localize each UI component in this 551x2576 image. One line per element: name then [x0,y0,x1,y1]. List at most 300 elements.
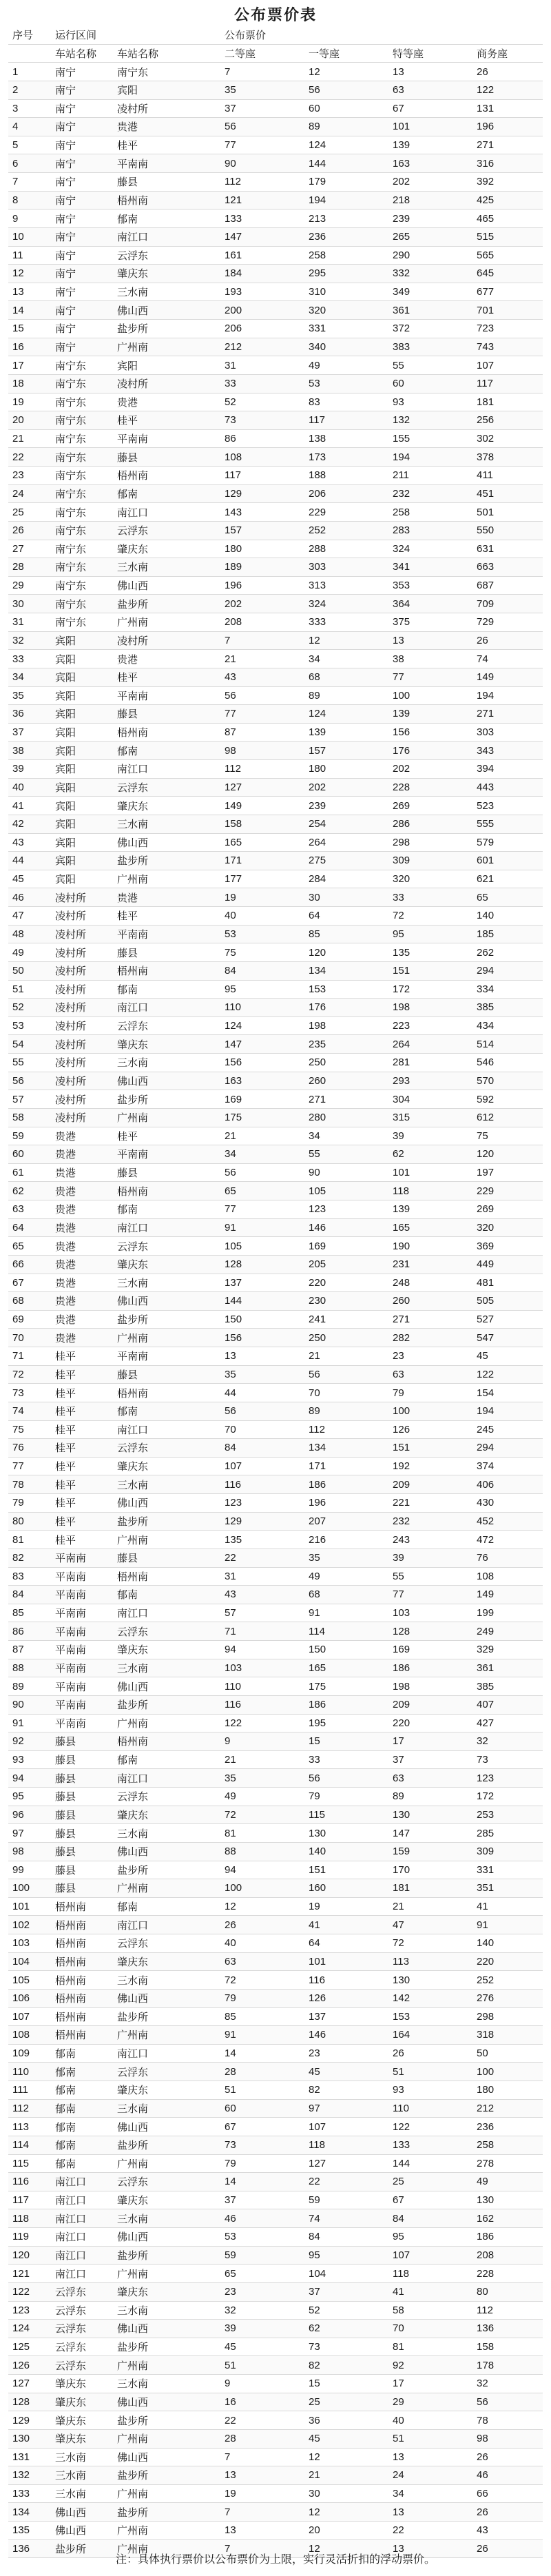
cell-from-station: 南宁东 [51,411,113,430]
cell-from-station: 宾阳 [51,815,113,833]
table-row [8,1806,543,1824]
cell-seq: 101 [8,1897,51,1916]
cell-seq: 46 [8,888,51,907]
cell-second-class: 161 [220,246,304,265]
cell-business-class: 687 [472,576,543,595]
cell-business-class: 120 [472,1145,543,1164]
cell-seq: 2 [8,81,51,99]
table-row [8,1016,543,1035]
table-row [8,760,543,779]
table-row [8,2081,543,2100]
cell-first-class: 79 [304,1788,388,1806]
cell-second-class: 116 [220,1695,304,1714]
cell-from-station: 宾阳 [51,870,113,888]
cell-to-station: 佛山西 [113,2320,220,2338]
cell-first-class: 275 [304,852,388,870]
table-row [8,2320,543,2338]
cell-business-class: 645 [472,265,543,283]
cell-first-class: 236 [304,227,388,246]
cell-second-class: 84 [220,1439,304,1458]
table-row [8,1145,543,1164]
cell-to-station: 郁南 [113,742,220,760]
cell-seq: 120 [8,2246,51,2265]
cell-premium-class: 211 [388,467,472,485]
table-row [8,2338,543,2356]
cell-premium-class: 286 [388,815,472,833]
cell-premium-class: 95 [388,2228,472,2247]
cell-business-class: 112 [472,2301,543,2320]
table-row [8,99,543,118]
cell-to-station: 桂平 [113,411,220,430]
cell-to-station: 郁南 [113,1402,220,1420]
cell-first-class: 180 [304,760,388,779]
cell-from-station: 南宁 [51,173,113,192]
cell-second-class: 45 [220,2338,304,2356]
cell-second-class: 7 [220,2448,304,2466]
cell-second-class: 110 [220,999,304,1017]
cell-first-class: 34 [304,650,388,668]
cell-business-class: 65 [472,888,543,907]
cell-from-station: 南宁 [51,283,113,301]
table-row [8,246,543,265]
cell-first-class: 176 [304,999,388,1017]
cell-business-class: 285 [472,1824,543,1843]
cell-to-station: 桂平 [113,907,220,926]
cell-first-class: 169 [304,1237,388,1256]
cell-seq: 77 [8,1457,51,1475]
cell-second-class: 44 [220,1384,304,1402]
cell-second-class: 137 [220,1274,304,1292]
cell-business-class: 253 [472,1806,543,1824]
cell-from-station: 贵港 [51,1163,113,1182]
cell-premium-class: 209 [388,1475,472,1494]
cell-to-station: 南江口 [113,503,220,522]
cell-to-station: 贵港 [113,888,220,907]
table-row [8,1108,543,1127]
cell-from-station: 贵港 [51,1274,113,1292]
cell-seq: 134 [8,2503,51,2522]
cell-from-station: 宾阳 [51,686,113,705]
cell-to-station: 盐步所 [113,1695,220,1714]
cell-business-class: 91 [472,1916,543,1934]
cell-to-station: 梧州南 [113,1384,220,1402]
cell-business-class: 66 [472,2484,543,2503]
cell-from-station: 郁南 [51,2154,113,2173]
cell-from-station: 南宁 [51,154,113,173]
cell-from-station: 凌村所 [51,1016,113,1035]
cell-second-class: 94 [220,1861,304,1879]
table-row [8,374,543,393]
cell-seq: 99 [8,1861,51,1879]
cell-business-class: 50 [472,2044,543,2063]
cell-seq: 30 [8,595,51,613]
cell-premium-class: 51 [388,2063,472,2081]
cell-first-class: 137 [304,2007,388,2026]
cell-premium-class: 176 [388,742,472,760]
cell-to-station: 藤县 [113,705,220,724]
table-row [8,2503,543,2522]
cell-from-station: 南宁 [51,338,113,356]
table-row [8,1090,543,1109]
cell-seq: 50 [8,961,51,980]
cell-to-station: 三水南 [113,815,220,833]
cell-business-class: 140 [472,907,543,926]
cell-from-station: 郁南 [51,2136,113,2154]
cell-premium-class: 39 [388,1548,472,1567]
cell-first-class: 139 [304,723,388,742]
cell-from-station: 桂平 [51,1494,113,1513]
cell-to-station: 佛山西 [113,1677,220,1696]
cell-first-class: 280 [304,1108,388,1127]
cell-seq: 111 [8,2081,51,2100]
cell-business-class: 80 [472,2282,543,2301]
cell-seq: 10 [8,227,51,246]
cell-from-station: 凌村所 [51,943,113,962]
cell-from-station: 梧州南 [51,2026,113,2045]
table-row [8,1641,543,1659]
cell-seq: 82 [8,1548,51,1567]
cell-to-station: 平南南 [113,1347,220,1366]
cell-premium-class: 186 [388,1659,472,1677]
cell-second-class: 33 [220,374,304,393]
cell-first-class: 55 [304,1145,388,1164]
cell-second-class: 90 [220,154,304,173]
cell-business-class: 449 [472,1255,543,1274]
cell-second-class: 196 [220,576,304,595]
cell-to-station: 三水南 [113,1274,220,1292]
cell-to-station: 平南南 [113,686,220,705]
cell-to-station: 南江口 [113,1420,220,1439]
cell-second-class: 165 [220,833,304,852]
table-row [8,1842,543,1861]
cell-premium-class: 13 [388,631,472,650]
cell-premium-class: 72 [388,907,472,926]
cell-seq: 59 [8,1127,51,1145]
cell-first-class: 151 [304,1861,388,1879]
cell-from-station: 凌村所 [51,907,113,926]
cell-premium-class: 101 [388,118,472,136]
cell-business-class: 361 [472,1659,543,1677]
cell-seq: 94 [8,1769,51,1788]
cell-to-station: 肇庆东 [113,1255,220,1274]
cell-first-class: 68 [304,668,388,686]
cell-business-class: 181 [472,393,543,411]
cell-second-class: 86 [220,429,304,448]
cell-from-station: 宾阳 [51,797,113,815]
cell-seq: 44 [8,852,51,870]
table-row [8,778,543,797]
cell-seq: 26 [8,521,51,540]
cell-seq: 133 [8,2484,51,2503]
cell-second-class: 59 [220,2246,304,2265]
cell-first-class: 56 [304,1365,388,1384]
cell-second-class: 112 [220,760,304,779]
cell-from-station: 梧州南 [51,1916,113,1934]
cell-second-class: 13 [220,1347,304,1366]
cell-seq: 19 [8,393,51,411]
cell-from-station: 宾阳 [51,852,113,870]
cell-to-station: 广州南 [113,2539,220,2558]
cell-seq: 60 [8,1145,51,1164]
cell-to-station: 南宁东 [113,63,220,81]
cell-seq: 32 [8,631,51,650]
table-row [8,448,543,467]
cell-first-class: 83 [304,393,388,411]
cell-second-class: 22 [220,2411,304,2430]
cell-premium-class: 51 [388,2429,472,2448]
fare-table-body [8,26,543,2558]
cell-from-station: 南宁 [51,99,113,118]
cell-business-class: 555 [472,815,543,833]
cell-premium-class: 153 [388,2007,472,2026]
cell-to-station: 三水南 [113,1971,220,1990]
cell-business-class: 374 [472,1457,543,1475]
cell-first-class: 12 [304,2503,388,2522]
cell-first-class: 45 [304,2429,388,2448]
cell-from-station: 梧州南 [51,1934,113,1953]
cell-seq: 57 [8,1090,51,1109]
cell-business-class: 351 [472,1879,543,1898]
cell-from-station: 贵港 [51,1200,113,1219]
cell-premium-class: 361 [388,301,472,320]
cell-business-class: 208 [472,2246,543,2265]
cell-second-class: 129 [220,484,304,503]
cell-second-class: 206 [220,320,304,338]
cell-business-class: 245 [472,1420,543,1439]
cell-business-class: 262 [472,943,543,962]
cell-second-class: 12 [220,1897,304,1916]
cell-first-class: 15 [304,2375,388,2393]
cell-to-station: 平南南 [113,1145,220,1164]
table-row [8,1255,543,1274]
cell-business-class: 546 [472,1054,543,1072]
cell-first-class: 37 [304,2282,388,2301]
cell-second-class: 150 [220,1310,304,1329]
cell-second-class: 108 [220,448,304,467]
cell-premium-class: 92 [388,2356,472,2375]
cell-second-class: 147 [220,227,304,246]
cell-first-class: 104 [304,2265,388,2283]
cell-to-station: 佛山西 [113,833,220,852]
cell-premium-class: 55 [388,1567,472,1586]
cell-premium-class: 79 [388,1384,472,1402]
cell-business-class: 199 [472,1604,543,1622]
cell-premium-class: 38 [388,650,472,668]
cell-from-station: 南宁东 [51,467,113,485]
cell-premium-class: 164 [388,2026,472,2045]
cell-premium-class: 151 [388,961,472,980]
cell-first-class: 171 [304,1457,388,1475]
cell-seq: 118 [8,2209,51,2228]
cell-seq: 108 [8,2026,51,2045]
cell-first-class: 196 [304,1494,388,1513]
header-from: 车站名称 [51,44,113,63]
cell-first-class: 64 [304,1934,388,1953]
cell-second-class: 116 [220,1475,304,1494]
cell-business-class: 316 [472,154,543,173]
cell-to-station: 南江口 [113,227,220,246]
table-row [8,1329,543,1347]
cell-first-class: 250 [304,1329,388,1347]
cell-business-class: 197 [472,1163,543,1182]
cell-second-class: 57 [220,1604,304,1622]
cell-to-station: 云浮东 [113,521,220,540]
cell-seq: 18 [8,374,51,393]
cell-from-station: 三水南 [51,2484,113,2503]
cell-seq: 7 [8,173,51,192]
table-row [8,429,543,448]
cell-to-station: 三水南 [113,558,220,577]
cell-first-class: 124 [304,136,388,154]
cell-seq: 3 [8,99,51,118]
cell-to-station: 凌村所 [113,99,220,118]
cell-premium-class: 293 [388,1072,472,1090]
cell-second-class: 14 [220,2044,304,2063]
cell-to-station: 梧州南 [113,723,220,742]
cell-premium-class: 60 [388,374,472,393]
table-row [8,2265,543,2283]
cell-from-station: 南宁东 [51,374,113,393]
table-row [8,1548,543,1567]
table-row [8,2466,543,2485]
cell-to-station: 佛山西 [113,576,220,595]
cell-business-class: 26 [472,63,543,81]
cell-seq: 13 [8,283,51,301]
table-row [8,815,543,833]
cell-second-class: 7 [220,2539,304,2558]
cell-first-class: 56 [304,81,388,99]
cell-second-class: 200 [220,301,304,320]
table-row [8,2429,543,2448]
cell-from-station: 平南南 [51,1641,113,1659]
cell-first-class: 333 [304,613,388,632]
cell-to-station: 郁南 [113,1200,220,1219]
cell-second-class: 135 [220,1531,304,1549]
cell-from-station: 桂平 [51,1420,113,1439]
cell-first-class: 310 [304,283,388,301]
cell-to-station: 盐步所 [113,595,220,613]
cell-first-class: 239 [304,797,388,815]
cell-to-station: 南江口 [113,1916,220,1934]
cell-first-class: 45 [304,2063,388,2081]
cell-seq: 11 [8,246,51,265]
cell-seq: 74 [8,1402,51,1420]
cell-first-class: 73 [304,2338,388,2356]
table-row [8,1182,543,1200]
table-row [8,1750,543,1769]
cell-from-station: 藤县 [51,1879,113,1898]
cell-business-class: 329 [472,1641,543,1659]
table-row [8,1989,543,2007]
cell-first-class: 21 [304,2466,388,2485]
cell-seq: 112 [8,2099,51,2118]
cell-business-class: 294 [472,961,543,980]
cell-seq: 14 [8,301,51,320]
header-second-class: 二等座 [220,44,304,63]
cell-business-class: 427 [472,1714,543,1732]
table-row [8,797,543,815]
cell-seq: 73 [8,1384,51,1402]
table-row [8,2191,543,2209]
cell-first-class: 179 [304,173,388,192]
table-row [8,154,543,173]
cell-from-station: 凌村所 [51,1054,113,1072]
cell-second-class: 35 [220,1365,304,1384]
cell-from-station: 藤县 [51,1861,113,1879]
cell-to-station: 凌村所 [113,631,220,650]
cell-to-station: 盐步所 [113,1512,220,1531]
table-row [8,1475,543,1494]
cell-premium-class: 192 [388,1457,472,1475]
cell-second-class: 163 [220,1072,304,1090]
cell-premium-class: 100 [388,686,472,705]
cell-seq: 121 [8,2265,51,2283]
table-row [8,393,543,411]
cell-first-class: 173 [304,448,388,467]
cell-first-class: 56 [304,1769,388,1788]
cell-business-class: 76 [472,1548,543,1567]
cell-first-class: 64 [304,907,388,926]
cell-from-station: 凌村所 [51,961,113,980]
cell-from-station: 南宁 [51,320,113,338]
cell-first-class: 82 [304,2081,388,2100]
cell-seq: 88 [8,1659,51,1677]
cell-first-class: 116 [304,1971,388,1990]
table-row [8,1072,543,1090]
cell-premium-class: 232 [388,484,472,503]
cell-seq: 103 [8,1934,51,1953]
cell-first-class: 89 [304,1402,388,1420]
cell-from-station: 梧州南 [51,1952,113,1971]
cell-second-class: 169 [220,1090,304,1109]
cell-seq: 34 [8,668,51,686]
cell-second-class: 37 [220,99,304,118]
cell-second-class: 95 [220,980,304,999]
table-row [8,2118,543,2136]
cell-business-class: 271 [472,136,543,154]
cell-to-station: 梧州南 [113,1182,220,1200]
cell-first-class: 15 [304,1732,388,1751]
cell-business-class: 298 [472,2007,543,2026]
cell-seq: 67 [8,1274,51,1292]
cell-premium-class: 290 [388,246,472,265]
cell-business-class: 709 [472,595,543,613]
cell-first-class: 288 [304,540,388,558]
cell-second-class: 56 [220,1402,304,1420]
table-row [8,467,543,485]
cell-from-station: 平南南 [51,1604,113,1622]
cell-premium-class: 202 [388,760,472,779]
cell-premium-class: 281 [388,1054,472,1072]
cell-seq: 56 [8,1072,51,1090]
table-row [8,852,543,870]
table-row [8,742,543,760]
cell-to-station: 平南南 [113,154,220,173]
cell-first-class: 213 [304,209,388,228]
cell-to-station: 宾阳 [113,356,220,375]
table-row [8,2375,543,2393]
cell-seq: 42 [8,815,51,833]
cell-second-class: 72 [220,1971,304,1990]
cell-premium-class: 258 [388,503,472,522]
cell-second-class: 79 [220,1989,304,2007]
cell-second-class: 40 [220,907,304,926]
cell-premium-class: 84 [388,2209,472,2228]
cell-premium-class: 139 [388,136,472,154]
cell-premium-class: 159 [388,1842,472,1861]
cell-business-class: 194 [472,1402,543,1420]
cell-business-class: 45 [472,1347,543,1366]
